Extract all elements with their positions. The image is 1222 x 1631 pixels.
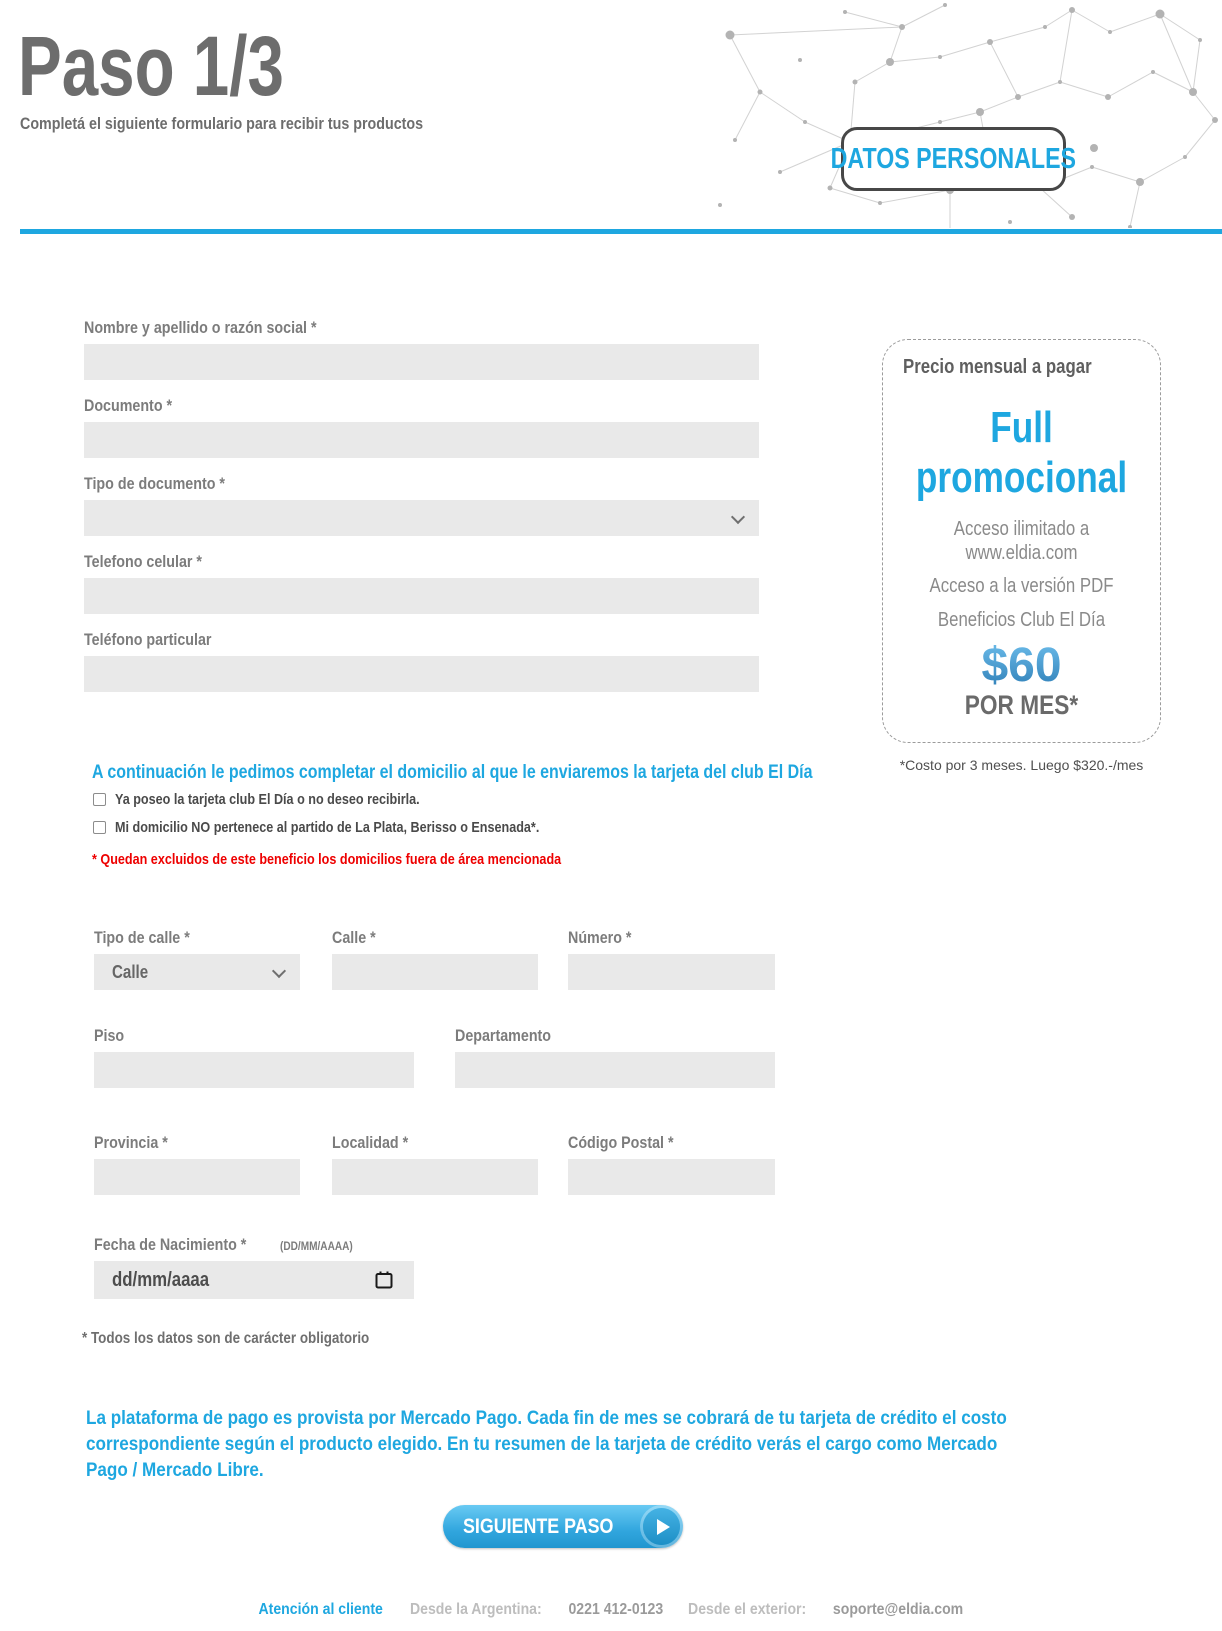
calle-label: Calle * xyxy=(332,928,376,947)
provincia-label: Provincia * xyxy=(94,1133,168,1152)
nombre-label: Nombre y apellido o razón social * xyxy=(84,318,317,337)
siguiente-paso-button[interactable] xyxy=(443,1505,683,1548)
numero-field-group xyxy=(568,928,775,990)
section-badge xyxy=(830,127,1077,191)
network-decoration-graphic xyxy=(640,0,1222,228)
tarjeta-checkbox-label: Ya poseo la tarjeta club El Día o no deseo recibirla. xyxy=(115,791,420,808)
plan-name: Full promocional xyxy=(915,403,1128,502)
documento-input[interactable] xyxy=(84,422,759,458)
domicilio-checkbox[interactable] xyxy=(93,821,106,834)
piso-field-group xyxy=(94,1026,414,1088)
numero-input[interactable] xyxy=(568,954,775,990)
footer-email: soporte@eldia.com xyxy=(833,1601,964,1618)
page-title: Paso 1/3 xyxy=(18,19,284,113)
required-fields-note: * Todos los datos son de carácter obligatorio xyxy=(82,1330,370,1347)
tipo-calle-select[interactable] xyxy=(94,954,300,990)
tarjeta-checkbox-row xyxy=(93,791,478,808)
calle-field-group xyxy=(332,928,538,990)
tipo-calle-field-group xyxy=(94,928,300,990)
documento-field-group xyxy=(84,396,759,458)
particular-label: Teléfono particular xyxy=(84,630,212,649)
section-badge-label: DATOS PERSONALES xyxy=(830,142,1077,175)
domicilio-checkbox-row xyxy=(93,819,620,836)
localidad-field-group xyxy=(332,1133,538,1195)
piso-label: Piso xyxy=(94,1026,125,1045)
footer-attention-label: Atención al cliente xyxy=(258,1601,383,1618)
plan-feature: Acceso ilimitado a www.eldia.com xyxy=(953,518,1090,564)
page-subtitle: Completá el siguiente formulario para recibir tus productos xyxy=(20,114,424,133)
excluded-areas-warning: * Quedan excluidos de este beneficio los domicilios fuera de área mencionada xyxy=(92,851,562,868)
tarjeta-checkbox[interactable] xyxy=(93,793,106,806)
localidad-input[interactable] xyxy=(332,1159,538,1195)
tipo-documento-field-group xyxy=(84,474,759,536)
particular-field-group xyxy=(84,630,759,692)
plan-feature: Beneficios Club El Día xyxy=(937,609,1106,631)
chevron-down-icon xyxy=(272,964,286,978)
codigo-postal-input[interactable] xyxy=(568,1159,775,1195)
departamento-field-group xyxy=(455,1026,775,1088)
tipo-documento-label: Tipo de documento * xyxy=(84,474,225,493)
nombre-field-group xyxy=(84,318,759,380)
fecha-format-hint: (DD/MM/AAAA) xyxy=(280,1239,353,1253)
address-section-heading: A continuación le pedimos completar el domicilio al que le enviaremos la tarjeta del club El Día xyxy=(92,762,813,783)
price-panel-title: Precio mensual a pagar xyxy=(903,356,1092,378)
codigo-postal-field-group xyxy=(568,1133,775,1195)
tipo-calle-selected-value: Calle xyxy=(112,961,149,982)
calle-input[interactable] xyxy=(332,954,538,990)
departamento-input[interactable] xyxy=(455,1052,775,1088)
plan-feature: Acceso a la versión PDF xyxy=(929,575,1114,597)
calendar-icon[interactable] xyxy=(374,1270,394,1290)
celular-input[interactable] xyxy=(84,578,759,614)
domicilio-checkbox-label: Mi domicilio NO pertenece al partido de La Plata, Berisso o Ensenada*. xyxy=(115,819,540,836)
provincia-field-group xyxy=(94,1133,300,1195)
footer-exterior-label: Desde el exterior: xyxy=(687,1601,806,1618)
header-divider xyxy=(20,229,1222,234)
codigo-postal-label: Código Postal * xyxy=(568,1133,674,1152)
nombre-input[interactable] xyxy=(84,344,759,380)
fecha-nacimiento-label: Fecha de Nacimiento * (DD/MM/AAAA) xyxy=(94,1235,353,1254)
documento-label: Documento * xyxy=(84,396,173,415)
departamento-label: Departamento xyxy=(455,1026,552,1045)
particular-input[interactable] xyxy=(84,656,759,692)
tipo-documento-select[interactable] xyxy=(84,500,759,536)
fecha-nacimiento-input[interactable] xyxy=(94,1261,414,1299)
payment-info-paragraph: La plataforma de pago es provista por Mercado Pago. Cada fin de mes se cobrará de tu tarjeta de crédito el costo correspondiente según el producto elegido. En tu resumen de la tarjeta de crédito verás el cargo como Mercado Pago / Mercado Libre. xyxy=(86,1408,1007,1481)
price-panel xyxy=(882,339,1161,743)
footer xyxy=(0,1601,1222,1619)
chevron-down-icon xyxy=(731,510,745,524)
siguiente-paso-label: SIGUIENTE PASO xyxy=(463,1514,614,1538)
play-icon xyxy=(643,1508,680,1545)
fecha-placeholder-text: dd/mm/aaaa xyxy=(112,1268,210,1291)
tipo-calle-label: Tipo de calle * xyxy=(94,928,190,947)
piso-input[interactable] xyxy=(94,1052,414,1088)
celular-field-group xyxy=(84,552,759,614)
celular-label: Telefono celular * xyxy=(84,552,202,571)
fecha-nacimiento-field-group xyxy=(94,1235,414,1299)
plan-price: $60 xyxy=(883,641,1160,691)
price-footnote: *Costo por 3 meses. Luego $320.-/mes xyxy=(899,757,1144,773)
footer-phone: 0221 412-0123 xyxy=(567,1601,663,1618)
localidad-label: Localidad * xyxy=(332,1133,409,1152)
provincia-input[interactable] xyxy=(94,1159,300,1195)
plan-period: POR MES* xyxy=(964,690,1079,720)
numero-label: Número * xyxy=(568,928,632,947)
footer-argentina-label: Desde la Argentina: xyxy=(410,1601,543,1618)
